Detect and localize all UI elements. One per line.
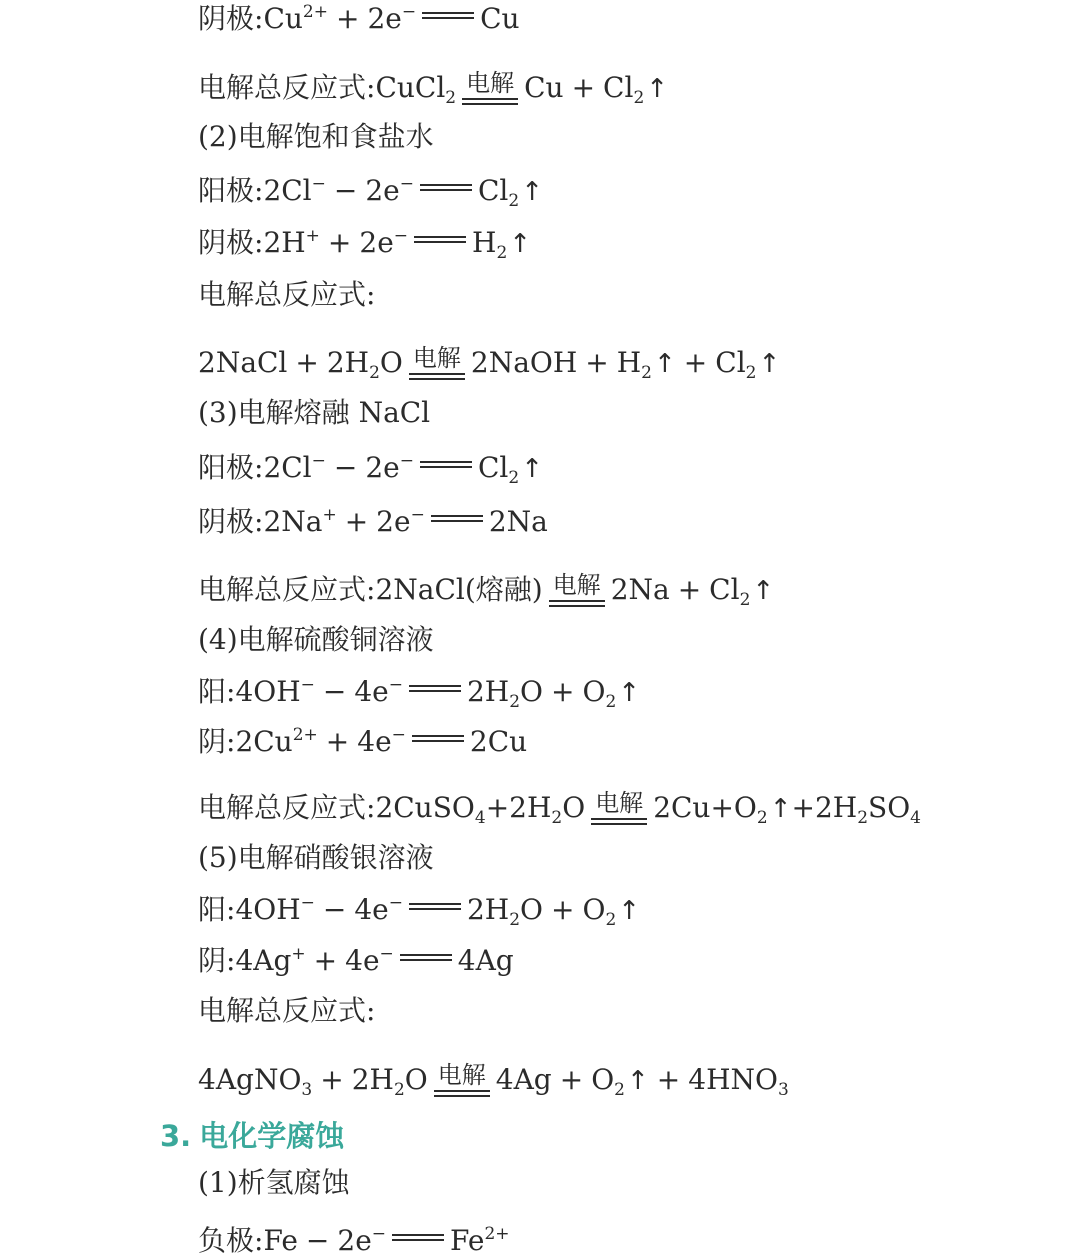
electrolysis-condition: 电解 — [409, 345, 465, 380]
gas-arrow-icon: ↑ — [618, 678, 641, 708]
equation-label: 阴: — [198, 944, 236, 977]
gas-arrow-icon: ↑ — [752, 576, 775, 606]
cathode-cu-equation: 阴$:2Cu^{2+} + 4e^-$ 2Cu — [198, 725, 528, 758]
gas-arrow-icon: ↑ — [618, 896, 641, 926]
gas-arrow-icon: ↑ — [758, 349, 781, 379]
subsection-title: (4)电解硫酸铜溶液 — [198, 623, 434, 656]
equation-label: 电解总反应式: — [198, 71, 376, 104]
equation-label: 阳: — [198, 893, 236, 926]
equals-sign — [392, 1234, 444, 1241]
subsection-title: (3)电解熔融 NaCl — [198, 396, 431, 429]
equation-label: 阴极: — [198, 505, 264, 538]
equation-label: 阳极: — [198, 174, 264, 207]
equals-sign — [409, 685, 461, 692]
electrolysis-condition: 电解 — [591, 790, 647, 825]
gas-arrow-icon: ↑ — [521, 177, 544, 207]
equation-label: 阳极: — [198, 451, 264, 484]
subsection-title: (5)电解硝酸银溶液 — [198, 841, 434, 874]
equals-sign — [409, 903, 461, 910]
molten-note: (熔融) — [464, 573, 543, 606]
negative-fe-equation: 负极:Fe − 2e− $Fe^{2+}$ — [198, 1224, 510, 1257]
equals-sign — [420, 184, 472, 191]
anode-oh-equation: 阳:4OH− − 4e− $2H_2O$ + $O_2↑$ — [198, 675, 641, 712]
equation-label: 负极: — [198, 1224, 264, 1257]
equals-sign — [412, 735, 464, 742]
section-title: 电化学腐蚀 — [199, 1119, 345, 1153]
section-number: 3. — [160, 1119, 192, 1153]
equals-sign — [422, 12, 474, 19]
gas-arrow-icon: ↑ — [654, 349, 676, 379]
overall-agno3-equation: 4AgNO$_3$ + $2H_2O$ 电解 $4Ag + O_2↑ + 4HNO_3$ — [198, 1061, 789, 1100]
overall-cuso4-equation: 电解总反应式$:2CuSO_4+2H_2O$ 电解 $2Cu+O_2↑+2H_2SO_4$ — [198, 789, 921, 828]
equation-label: 阴: — [198, 725, 236, 758]
anode-cl-equation: 阳极:2Cl− − 2e− $Cl_2↑$ — [198, 174, 544, 211]
equation-label: 阴极: — [198, 2, 264, 35]
equals-sign — [431, 515, 483, 522]
electrolysis-condition: 电解 — [549, 572, 605, 607]
electrolysis-condition: 电解 — [434, 1062, 490, 1097]
subsection-title: (2)电解饱和食盐水 — [198, 120, 434, 153]
equals-sign — [420, 461, 472, 468]
cathode-na-equation: 阴极:2Na+ + 2e− 2Na — [198, 505, 548, 538]
overall-cucl2-equation: 电解总反应式:CuCl$_2$ 电解 $Cu + Cl_2↑$ — [198, 69, 669, 108]
equals-sign — [400, 954, 452, 961]
anode-oh-equation: 阳:4OH− − 4e− $2H_2O$ + $O_2↑$ — [198, 893, 641, 930]
equation-label: 阴极: — [198, 226, 264, 259]
equation-label: 阳: — [198, 675, 236, 708]
gas-arrow-icon: ↑ — [626, 1066, 649, 1096]
gas-arrow-icon: ↑ — [521, 454, 544, 484]
overall-nacl-solution-equation: 2NaCl + $2H_2O$ 电解 2NaOH + $H_2↑$ + $Cl_2↑$ — [198, 344, 781, 383]
overall-molten-nacl-equation: 电解总反应式:2NaCl(熔融) 电解 $2Na + Cl_2↑$ — [198, 571, 775, 610]
subsection-title: (1)析氢腐蚀 — [198, 1166, 350, 1199]
electrolysis-condition: 电解 — [462, 70, 518, 105]
cathode-cu-equation: 阴极$:Cu^{2+} + 2e^-$ Cu — [198, 2, 520, 35]
overall-label: 电解总反应式: — [198, 994, 376, 1027]
section-heading — [160, 1114, 344, 1155]
gas-arrow-icon: ↑ — [646, 74, 669, 104]
cathode-ag-equation: 阴:4Ag+ + 4e− 4Ag — [198, 944, 514, 977]
equation-label: 电解总反应式: — [198, 791, 376, 824]
overall-label: 电解总反应式: — [198, 278, 376, 311]
anode-cl-equation: 阳极:2Cl− − 2e− $Cl_2↑$ — [198, 451, 544, 488]
equals-sign — [414, 236, 466, 243]
gas-arrow-icon: ↑ — [769, 794, 792, 824]
equation-label: 电解总反应式: — [198, 573, 376, 606]
gas-arrow-icon: ↑ — [509, 229, 532, 259]
cathode-h-equation: 阴极:2H+ + 2e− $H_2↑$ — [198, 226, 532, 263]
